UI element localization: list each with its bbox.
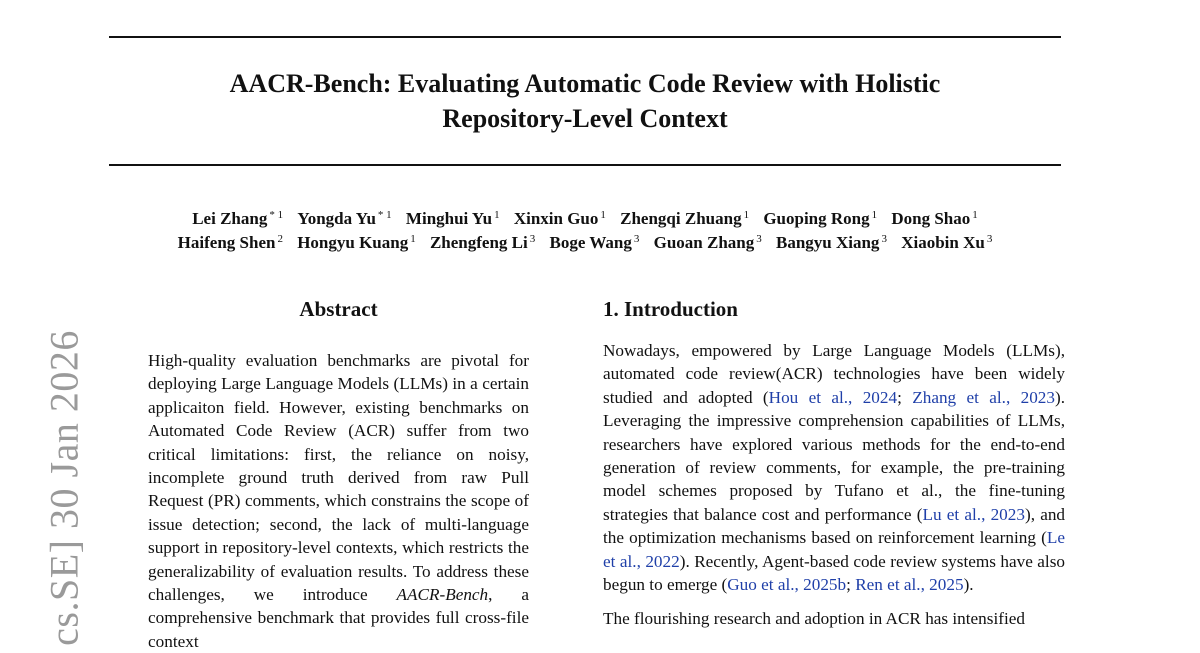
author-list: [100, 207, 1070, 255]
author: Guoan Zhang $^3$: [653, 233, 762, 252]
citation-link[interactable]: Ren et al., 2025: [855, 575, 964, 595]
citation-link[interactable]: Lu et al., 2023: [922, 504, 1025, 524]
author: Haifeng Shen $^2$: [177, 233, 283, 252]
paper-title-line-1: AACR-Bench: Evaluating Automatic Code Review with Holistic: [229, 69, 941, 98]
citation-link[interactable]: Zhang et al., 2023: [912, 387, 1055, 407]
author: Dong Shao $^1$: [891, 209, 978, 228]
author: Boge Wang $^3$: [549, 233, 640, 252]
abstract-text: High-quality evaluation benchmarks are pivotal for deploying Large Language Models (LLMs) in a certain applicaiton field. However, existing benchmarks on Automated Code Review (ACR) suffer from two critical limitations: first, the reliance on noisy, incomplete ground truth derived from raw Pull Request (PR) comments, which constrains the scope of issue detection; second, the lack of multi-language support in repository-level contexts, which restricts the generalizability of evaluation results. To address these challenges, we introduce AACR-Bench, a comprehensive benchmark that provides full cross-file context: [148, 351, 529, 651]
abstract-heading: Abstract: [299, 297, 378, 321]
introduction-text: [603, 339, 1065, 642]
author: Xiaobin Xu $^3$: [901, 233, 993, 252]
author: Guoping Rong $^1$: [763, 209, 878, 228]
author: Minghui Yu $^1$: [405, 209, 500, 228]
citation-link[interactable]: Le et al., 2022: [603, 528, 1065, 571]
author: Zhengfeng Li $^3$: [429, 233, 536, 252]
arxiv-side-stamp: cs.SE] 30 Jan 2026: [41, 330, 87, 646]
paper-title-line-2: Repository-Level Context: [442, 104, 728, 133]
citation-link[interactable]: Hou et al., 2024: [768, 387, 898, 407]
introduction-heading: 1. Introduction: [603, 297, 738, 321]
intro-paragraph-1: Nowadays, empowered by Large Language Models (LLMs), automated code review(ACR) technologies have been widely studied and adopted (Hou et al., 2024; Zhang et al., 2023). Leveraging the impressive comprehension capabilities of LLMs, researchers have explored various methods for the end-to-end generation of review comments, for example, the pre-training model schemes proposed by Tufano et al., the fine-tuning strategies that balance cost and performance (Lu et al., 2023), and the optimization mechanisms based on reinforcement learning (Le et al., 2022). Recently, Agent-based code review systems have also begun to emerge (Guo et al., 2025b; Ren et al., 2025).: [603, 341, 1066, 595]
citation-link[interactable]: Guo et al., 2025b: [727, 575, 847, 595]
title-bottom-rule: [109, 164, 1061, 166]
author: Zhengqi Zhuang $^1$: [620, 209, 750, 228]
author: Bangyu Xiang $^3$: [775, 233, 887, 252]
paper-title: [109, 66, 1061, 136]
title-top-rule: [109, 36, 1061, 38]
author: Lei Zhang $^{* 1}$: [192, 209, 284, 228]
author: Hongyu Kuang $^1$: [297, 233, 416, 252]
author: Xinxin Guo $^1$: [513, 209, 606, 228]
intro-paragraph-2: The flourishing research and adoption in ACR has intensified: [603, 609, 1025, 629]
author: Yongda Yu $^{* 1}$: [297, 209, 392, 228]
